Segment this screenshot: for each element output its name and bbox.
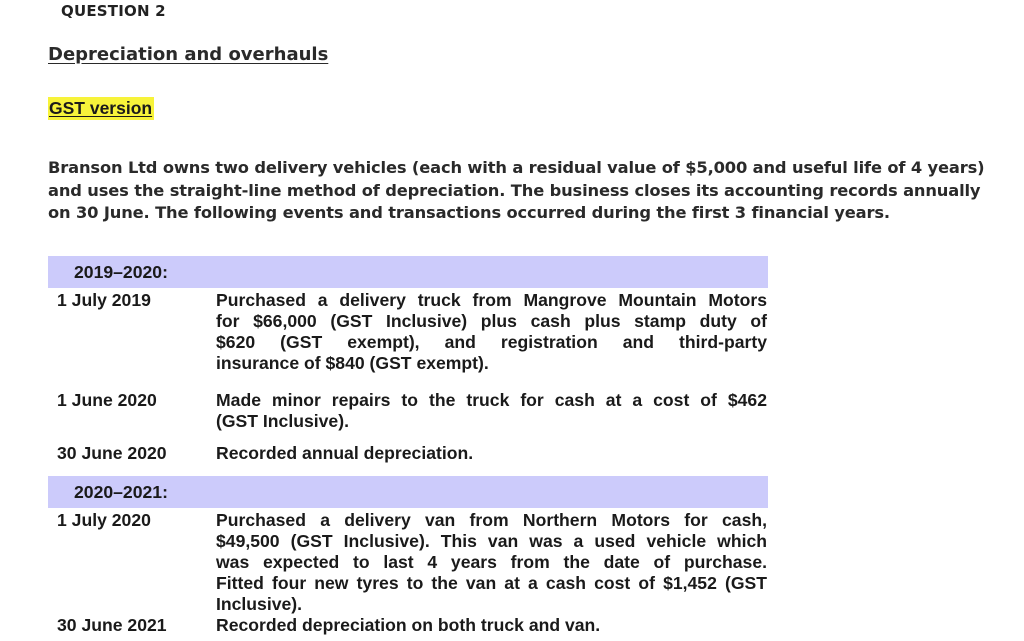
event-line: Fitted four new tyres to the van at a cash cost of $1,452 (GST [216,573,767,593]
gst-version-tag: GST version [49,98,153,118]
question-label: QUESTION 2 [61,2,166,20]
event-description [216,443,767,464]
event-line: Purchased a delivery van from Northern Motors for cash, [216,510,767,530]
event-line: insurance of $840 (GST exempt). [216,353,489,373]
event-date: 1 July 2020 [57,510,151,530]
section-title: Depreciation and overhauls [48,44,329,65]
event-description [216,510,767,615]
event-date: 1 July 2019 [57,290,151,310]
event-line: $49,500 (GST Inclusive). This van was a used vehicle which [216,531,767,551]
event-row [48,390,768,432]
event-date: 30 June 2021 [57,615,167,635]
year-header-2020-2021: 2020–2021: [48,476,768,508]
event-line: Purchased a delivery truck from Mangrove Mountain Motors [216,290,767,310]
event-line: Recorded annual depreciation. [216,443,474,463]
event-line: (GST Inclusive). [216,411,349,431]
event-row [48,615,768,636]
event-row [48,290,768,374]
intro-line: Branson Ltd owns two delivery vehicles (each with a residual value of $5,000 and useful life of 4 years) [48,158,985,177]
event-line: Inclusive). [216,594,303,614]
event-row [48,510,768,615]
event-description [216,615,767,636]
intro-line: on 30 June. The following events and transactions occurred during the first 3 financial years. [48,203,890,222]
event-line: $620 (GST exempt), and registration and third-party [216,332,767,352]
events-table [48,256,768,636]
event-description [216,290,767,374]
event-line: was expected to last 4 years from the date of purchase. [216,552,767,572]
event-line: Recorded depreciation on both truck and van. [216,615,601,635]
year-header-2019-2020: 2019–2020: [48,256,768,288]
intro-line: and uses the straight-line method of depreciation. The business closes its accounting records annually [48,180,981,200]
intro-paragraph [48,157,1018,225]
event-date: 30 June 2020 [57,443,167,463]
event-date: 1 June 2020 [57,390,157,410]
event-row [48,443,768,464]
event-description [216,390,767,432]
event-line: Made minor repairs to the truck for cash at a cost of $462 [216,390,767,410]
event-line: for $66,000 (GST Inclusive) plus cash plus stamp duty of [216,311,767,331]
